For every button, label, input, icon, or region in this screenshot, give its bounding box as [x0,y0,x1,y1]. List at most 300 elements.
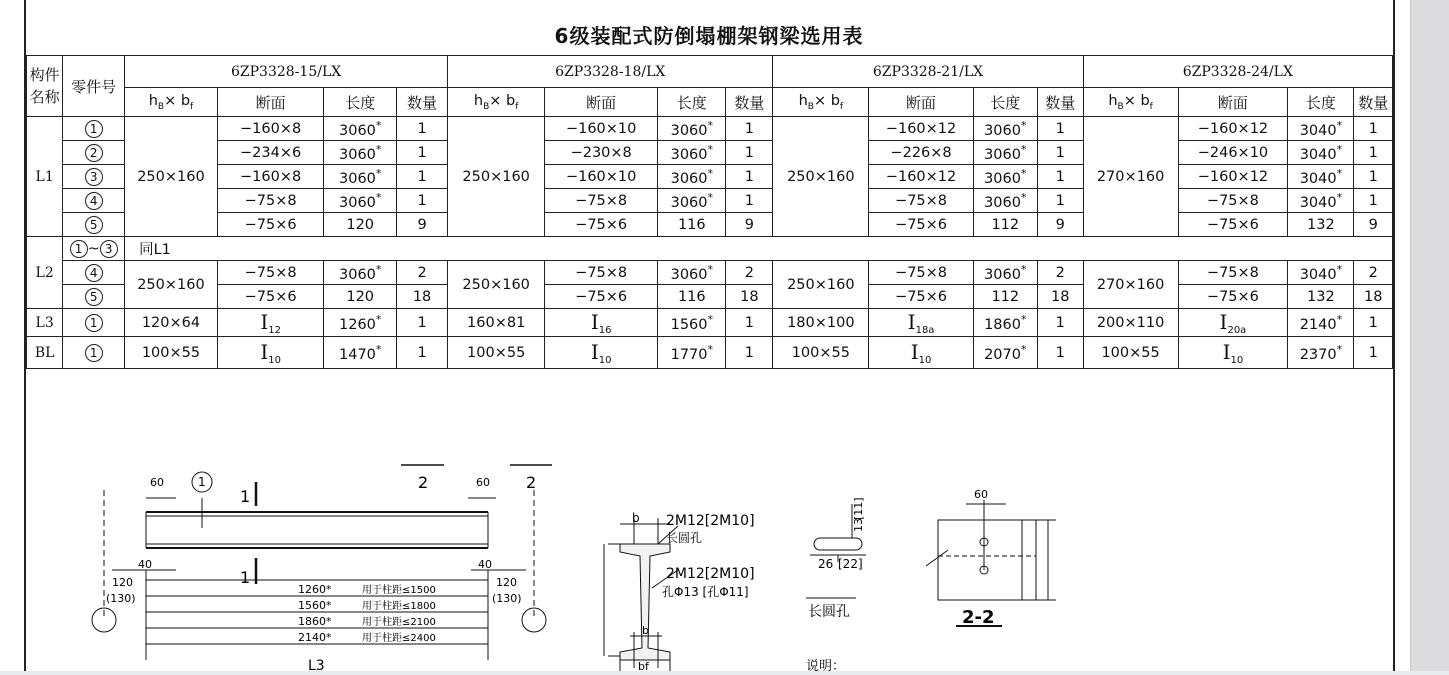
header-qty: 数量 [396,88,447,117]
length-cell [324,309,397,337]
bolt-note-top: 长圆孔 [666,531,703,545]
table-row [27,285,1393,309]
dim-120-left: 120 [112,576,133,589]
section-cell: −75×8 [545,261,658,285]
section-cell: −75×6 [1178,285,1288,309]
length-star: * [1020,342,1027,356]
header-section: 断面 [1178,88,1288,117]
length-cell [973,189,1037,213]
length-cell [658,165,726,189]
length-star: * [375,166,382,180]
length-value: 2140 [1299,316,1337,333]
bl-row [27,337,1393,369]
times-b: × b [1123,92,1150,109]
qty-cell: 18 [396,285,447,309]
hb-sub: B [483,101,490,112]
length-value: 3060 [984,146,1021,163]
length-value: 116 [677,288,706,305]
part-number-circle: 1 [85,314,103,332]
dim-40-left: 40 [138,558,152,571]
length-cell [1288,213,1354,237]
length-cell [658,337,726,369]
qty-cell: 1 [1354,165,1393,189]
table-row [27,261,1393,285]
l3-row [27,309,1393,337]
section-cell: −160×12 [869,165,973,189]
length-cell [324,189,397,213]
length-cell [658,261,726,285]
length-row-value: 1260* [298,583,332,596]
dims-cell: 250×160 [125,261,218,309]
section-cell: −160×12 [1178,117,1288,141]
length-star: * [707,190,713,204]
qty-cell: 18 [726,285,773,309]
callout-1: 1 [198,475,206,489]
length-star: * [375,312,382,326]
same-as-l1: 同L1 [125,237,1393,261]
ibeam-size: 16 [598,324,612,336]
dims-cell: 100×55 [773,337,869,369]
length-star: * [1020,190,1027,204]
length-cell [658,285,726,309]
length-value: 3060 [670,266,708,283]
qty-cell: 1 [396,117,447,141]
l3-caption: L3 [308,658,325,671]
section-cell: −75×8 [869,261,973,285]
qty-cell: 1 [396,189,447,213]
dim-60-left: 60 [150,476,164,489]
notes-label: 说明： [806,659,846,671]
length-row-note: 用于柱距≤2100 [362,617,436,628]
sec22-caption: 2-2 [962,607,995,628]
qty-cell: 2 [396,261,447,285]
dims-cell: 250×160 [448,117,545,237]
section-cell: −160×10 [545,165,658,189]
length-cell [324,165,397,189]
hb-sub: B [1117,101,1124,112]
beam-selection-table [26,55,1393,369]
part-number-circle: 4 [85,192,103,210]
section-mark-1-bottom: 1 [240,568,251,587]
ibeam-size: 10 [598,354,612,366]
qty-cell: 2 [1354,261,1393,285]
times-b: × b [489,92,516,109]
section-cell: −75×6 [545,285,658,309]
component-l3: L3 [27,309,63,337]
dims-cell: 250×160 [773,261,869,309]
length-star: * [375,118,382,132]
length-cell [324,285,397,309]
bolt-label-top: 2M12[2M10] [666,513,755,529]
qty-cell: 9 [396,213,447,237]
length-row-note: 用于柱距≤2400 [362,633,436,644]
dims-cell: 100×55 [125,337,218,369]
dim-130-right: (130) [492,592,522,605]
length-row-value: 2140* [298,631,332,644]
table-row [27,189,1393,213]
length-value: 116 [677,216,706,233]
detail-drawings [26,420,1392,671]
length-cell [1288,117,1354,141]
length-star: * [375,342,382,356]
header-length: 长度 [1288,88,1354,117]
section-cell: −75×8 [869,189,973,213]
section-b-top: b [632,511,640,525]
slot-height-alt: [11] [852,497,865,520]
qty-cell: 1 [726,141,773,165]
length-value: 1260 [339,316,376,333]
length-cell [658,309,726,337]
qty-cell: 1 [396,165,447,189]
length-star: * [707,166,713,180]
table-row [27,337,1393,369]
length-value: 1860 [984,316,1021,333]
length-star: * [375,190,382,204]
length-cell [1288,261,1354,285]
slot-width-alt: [22] [838,557,863,571]
dim-60-right: 60 [476,476,490,489]
part-number-circle: 1 [70,240,88,258]
length-value: 120 [346,288,375,305]
header-length: 长度 [973,88,1037,117]
section-cell: −75×6 [217,285,324,309]
range-tilde: ~ [87,240,100,257]
length-value: 3060 [984,194,1021,211]
header-section: 断面 [545,88,658,117]
length-cell [973,261,1037,285]
length-cell [1288,165,1354,189]
length-cell [1288,337,1354,369]
length-value: 3060 [339,146,376,163]
section-mark-2-right: 2 [526,473,537,492]
ibeam-symbol: I [1222,339,1231,364]
section-cell: −75×6 [217,213,324,237]
length-value: 132 [1307,216,1335,233]
qty-cell: 2 [1037,261,1083,285]
qty-cell: 1 [1037,141,1083,165]
length-cell [658,213,726,237]
hb-sub: B [807,101,814,112]
ibeam-section-cell [545,309,658,337]
dims-cell: 100×55 [1083,337,1178,369]
section-cell: −75×8 [1178,261,1288,285]
length-cell [324,141,397,165]
dim-120-right: 120 [496,576,517,589]
length-value: 3060 [670,122,708,139]
ibeam-symbol: I [907,309,916,334]
length-star: * [375,262,382,276]
length-star: * [1020,142,1027,156]
table-row [27,141,1393,165]
ibeam-symbol: I [260,309,269,334]
header-component-name: 构件 名称 [27,56,63,117]
component-bl: BL [27,337,63,369]
dims-cell: 120×64 [125,309,218,337]
ibeam-size: 12 [268,324,281,336]
sec22-dim-60: 60 [974,488,988,501]
part-cell [63,117,125,141]
part-number-circle: 1 [85,120,103,138]
section-cell: −75×8 [1178,189,1288,213]
length-value: 3040 [1299,194,1337,211]
section-mark-2-left: 2 [418,473,429,492]
length-cell [1288,141,1354,165]
dims-cell: 250×160 [448,261,545,309]
section-cell: −75×6 [869,285,973,309]
ibeam-size: 20a [1227,324,1247,336]
part-number-circle: 3 [100,240,118,258]
header-qty: 数量 [726,88,773,117]
length-cell [973,117,1037,141]
section-cell: −160×12 [1178,165,1288,189]
qty-cell: 9 [726,213,773,237]
length-cell [973,337,1037,369]
qty-cell: 1 [726,189,773,213]
length-cell [1288,189,1354,213]
part-number-circle: 5 [85,216,103,234]
component-l1: L1 [27,117,63,237]
length-value: 3060 [670,194,708,211]
part-cell [63,309,125,337]
length-row-note: 用于柱距≤1500 [362,585,436,596]
page-title: 6级装配式防倒塌棚架钢梁选用表 [554,24,864,48]
length-star: * [1336,166,1343,180]
length-row-value: 1560* [298,599,332,612]
length-value: 3060 [984,122,1021,139]
length-cell [324,337,397,369]
bolt-label-bottom: 2M12[2M10] [666,566,755,582]
section-cell: −75×6 [545,213,658,237]
detail-drawings-svg [26,420,1392,671]
qty-cell: 1 [1354,141,1393,165]
section-cell: −246×10 [1178,141,1288,165]
frame-border-right [1393,0,1395,671]
vertical-scrollbar[interactable] [1410,0,1449,671]
qty-cell: 1 [1037,117,1083,141]
length-star: * [1336,312,1343,326]
part-number-circle: 3 [85,168,103,186]
header-section: 断面 [869,88,973,117]
qty-cell: 1 [1354,309,1393,337]
qty-cell: 1 [726,165,773,189]
section-cell: −75×6 [869,213,973,237]
table-row [27,309,1393,337]
part-number-circle: 4 [85,264,103,282]
length-cell [973,309,1037,337]
part-cell [63,261,125,285]
hb-label: h [798,92,808,109]
qty-cell: 1 [1354,189,1393,213]
length-cell [324,117,397,141]
ibeam-section-cell [869,337,973,369]
dim-40-right: 40 [478,558,492,571]
section-cell: −160×12 [869,117,973,141]
table-row [27,213,1393,237]
dims-cell: 100×55 [448,337,545,369]
qty-cell: 1 [1354,337,1393,369]
part-cell [63,141,125,165]
header-length: 长度 [324,88,397,117]
length-value: 3060 [339,266,376,283]
component-l2: L2 [27,237,63,309]
section-cell: −160×8 [217,165,324,189]
length-star: * [1020,118,1027,132]
length-value: 112 [991,216,1020,233]
length-value: 3060 [339,122,376,139]
part-cell [63,189,125,213]
group-header-15: 6ZP3328-15/LX [125,56,448,88]
length-cell [324,213,397,237]
part-number-circle: 2 [85,144,103,162]
qty-cell: 1 [726,337,773,369]
length-cell [658,117,726,141]
qty-cell: 9 [1037,213,1083,237]
qty-cell: 1 [1354,117,1393,141]
hb-sub: B [157,101,165,112]
ibeam-section-cell [869,309,973,337]
dims-cell: 250×160 [773,117,869,237]
length-value: 1770 [670,346,708,363]
part-cell [63,213,125,237]
header-hb-bf [773,88,869,117]
length-value: 3060 [984,170,1021,187]
length-star: * [1336,142,1343,156]
length-value: 3040 [1299,146,1337,163]
length-value: 112 [991,288,1020,305]
section-cell: −230×8 [545,141,658,165]
header-section: 断面 [217,88,324,117]
length-star: * [707,262,713,276]
qty-cell: 1 [1037,189,1083,213]
length-cell [973,165,1037,189]
length-star: * [1336,118,1343,132]
length-star: * [375,142,382,156]
ibeam-size: 18a [915,324,935,336]
table-row [27,165,1393,189]
length-star: * [1020,312,1027,326]
dims-cell: 160×81 [448,309,545,337]
length-cell [973,213,1037,237]
length-cell [658,189,726,213]
qty-cell: 1 [396,309,447,337]
length-value: 3040 [1299,170,1337,187]
header-qty: 数量 [1037,88,1083,117]
ibeam-size: 10 [918,354,932,366]
slot-caption: 长圆孔 [808,604,850,620]
section-bf-bottom: bf [638,660,649,671]
qty-cell: 1 [726,309,773,337]
length-value: 3060 [339,194,376,211]
header-hb-bf [125,88,218,117]
length-value: 1560 [670,316,708,333]
length-star: * [707,342,713,356]
qty-cell: 18 [1354,285,1393,309]
length-value: 3040 [1299,266,1337,283]
length-value: 132 [1307,288,1335,305]
section-mark-1-top: 1 [240,487,251,506]
length-value: 3060 [984,266,1021,283]
hb-label: h [473,92,484,109]
slot-width: 26 [818,557,834,571]
header-hb-bf [448,88,545,117]
qty-cell: 9 [1354,213,1393,237]
qty-cell: 1 [396,337,447,369]
length-star: * [1020,166,1027,180]
length-star: * [707,312,713,326]
ibeam-symbol: I [590,309,599,334]
part-number-circle: 5 [85,288,103,306]
length-star: * [1336,342,1343,356]
section-b-bottom: b [642,624,649,637]
ibeam-symbol: I [260,339,269,364]
hb-label: h [1108,92,1118,109]
dims-cell: 270×160 [1083,261,1178,309]
table-row [27,117,1393,141]
ibeam-section-cell [545,337,658,369]
bf-sub: f [515,101,519,112]
qty-cell: 1 [1037,337,1083,369]
bf-sub: f [190,101,194,112]
group-header-18: 6ZP3328-18/LX [448,56,773,88]
ibeam-size: 10 [268,354,281,366]
times-b: × b [164,92,191,109]
group-header-24: 6ZP3328-24/LX [1083,56,1392,88]
length-value: 3060 [339,170,376,187]
length-cell [1288,285,1354,309]
length-value: 2070 [984,346,1021,363]
length-value: 120 [346,216,375,233]
length-cell [324,261,397,285]
part-cell [63,165,125,189]
bf-sub: f [839,101,844,112]
qty-cell: 18 [1037,285,1083,309]
section-cell: −75×6 [1178,213,1288,237]
hb-label: h [148,92,158,109]
part-cell [63,337,125,369]
length-star: * [1020,262,1027,276]
length-cell [973,141,1037,165]
section-cell: −75×8 [217,189,324,213]
length-row-value: 1860* [298,615,332,628]
length-star: * [707,118,713,132]
table-row [27,237,1393,261]
length-cell [973,285,1037,309]
bolt-note-bottom: 孔Φ13 [孔Φ11] [662,585,749,599]
header-qty: 数量 [1354,88,1393,117]
length-value: 3060 [670,170,708,187]
ibeam-section-cell [1178,337,1288,369]
section-cell: −75×8 [545,189,658,213]
header-part-number: 零件号 [63,56,125,117]
qty-cell: 1 [1037,309,1083,337]
l1-rows [27,117,1393,237]
part-number-circle: 1 [85,344,103,362]
length-value: 2370 [1299,346,1337,363]
dims-cell: 200×110 [1083,309,1178,337]
times-b: × b [813,92,840,109]
qty-cell: 1 [396,141,447,165]
length-value: 3060 [670,146,708,163]
part-cell [63,285,125,309]
dims-cell: 180×100 [773,309,869,337]
l2-rows [27,237,1393,309]
ibeam-section-cell [217,337,324,369]
slot-height: 13 [852,518,865,532]
length-cell [658,141,726,165]
header-row-columns [27,88,1393,117]
qty-cell: 1 [726,117,773,141]
length-value: 3040 [1299,122,1337,139]
